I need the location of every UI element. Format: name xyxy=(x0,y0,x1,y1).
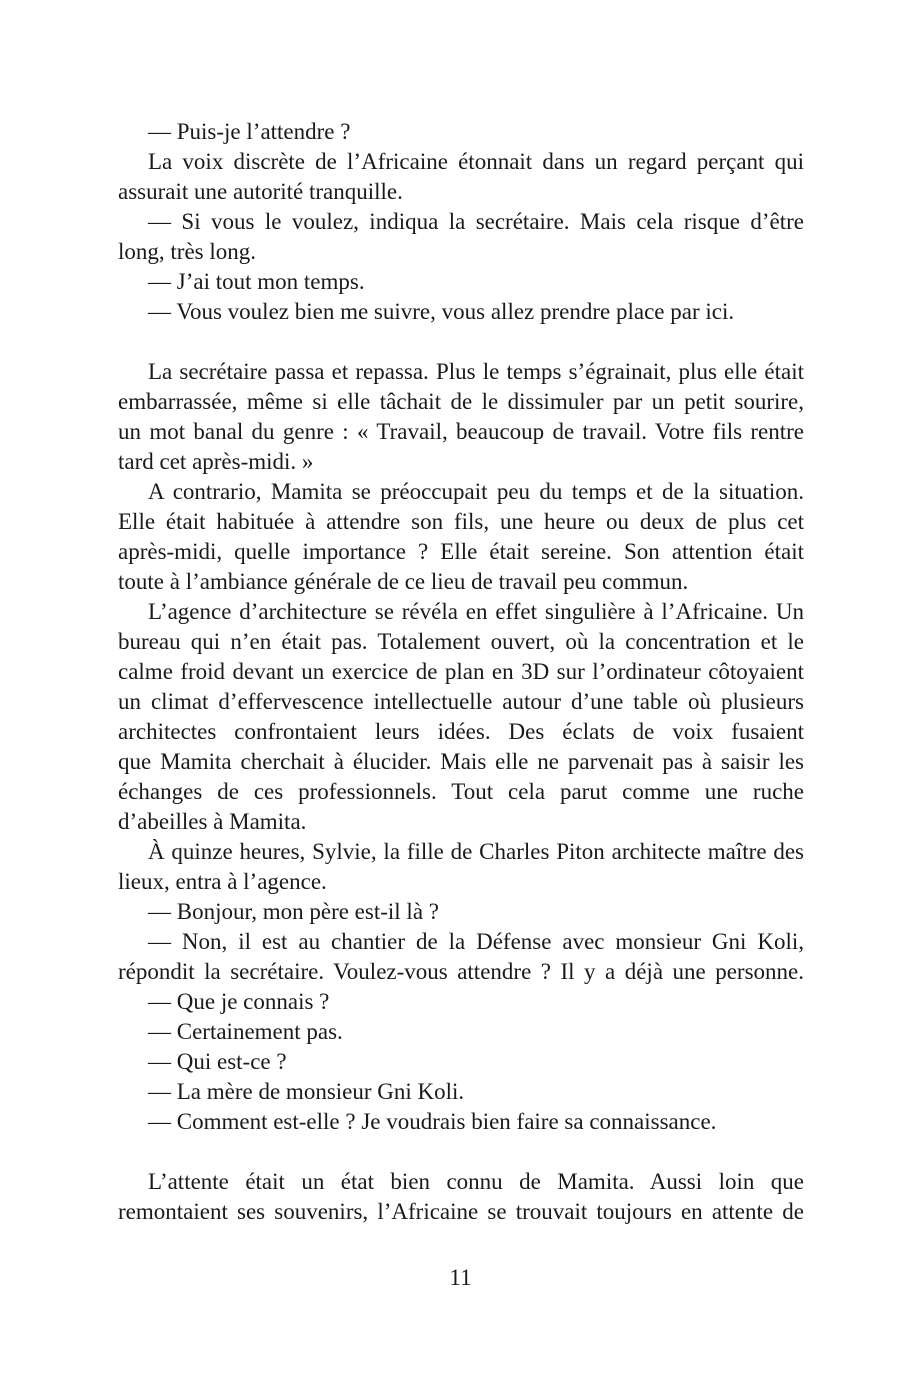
text-line: À quinze heures, Sylvie, la fille de Charles Piton architecte maître des xyxy=(148,839,804,864)
text-line: calme froid devant un exercice de plan en 3D sur l’ordinateur côtoyaient xyxy=(118,659,804,684)
text-line: après-midi, quelle importance ? Elle était sereine. Son attention était xyxy=(118,539,804,564)
text-line: — Puis-je l’attendre ? xyxy=(148,119,351,144)
text-line: A contrario, Mamita se préoccupait peu du temps et de la situation. xyxy=(148,479,804,504)
text-line: — Si vous le voulez, indiqua la secrétaire. Mais cela risque d’être xyxy=(148,209,804,234)
text-line: La secrétaire passa et repassa. Plus le temps s’égrainait, plus elle était xyxy=(148,359,804,384)
text-line: bureau qui n’en était pas. Totalement ouvert, où la concentration et le xyxy=(118,629,804,654)
text-line: — Que je connais ? xyxy=(148,989,330,1014)
text-line: un climat d’effervescence intellectuelle autour d’une table où plusieurs xyxy=(118,689,804,714)
text-line: — Bonjour, mon père est-il là ? xyxy=(148,899,439,924)
text-line: assurait une autorité tranquille. xyxy=(118,179,403,204)
text-line: L’agence d’architecture se révéla en effet singulière à l’Africaine. Un xyxy=(148,599,804,624)
text-line: — Comment est-elle ? Je voudrais bien faire sa connaissance. xyxy=(148,1109,717,1134)
text-line: L’attente était un état bien connu de Mamita. Aussi loin que xyxy=(148,1169,804,1194)
text-line: La voix discrète de l’Africaine étonnait dans un regard perçant qui xyxy=(148,149,804,174)
text-line: long, très long. xyxy=(118,239,256,264)
text-line: que Mamita cherchait à élucider. Mais elle ne parvenait pas à saisir les xyxy=(118,749,804,774)
text-line: Elle était habituée à attendre son fils, une heure ou deux de plus cet xyxy=(118,509,804,534)
text-line: un mot banal du genre : « Travail, beaucoup de travail. Votre fils rentre xyxy=(118,419,804,444)
text-line: — Vous voulez bien me suivre, vous allez prendre place par ici. xyxy=(148,299,735,324)
text-line: — J’ai tout mon temps. xyxy=(148,269,365,294)
text-line: architectes confrontaient leurs idées. Des éclats de voix fusaient xyxy=(118,719,804,744)
text-line: — Certainement pas. xyxy=(148,1019,343,1044)
text-line: remontaient ses souvenirs, l’Africaine se trouvait toujours en attente de xyxy=(118,1199,804,1224)
text-line: — Qui est-ce ? xyxy=(148,1049,287,1074)
text-line: toute à l’ambiance générale de ce lieu de travail peu commun. xyxy=(118,569,689,594)
text-line: embarrassée, même si elle tâchait de le dissimuler par un petit sourire, xyxy=(118,389,804,414)
text-line: répondit la secrétaire. Voulez-vous attendre ? Il y a déjà une personne. xyxy=(118,959,804,984)
text-line: — La mère de monsieur Gni Koli. xyxy=(148,1079,465,1104)
text-line: échanges de ces professionnels. Tout cela parut comme une ruche xyxy=(118,779,804,804)
page-number: 11 xyxy=(449,1265,472,1290)
text-line: — Non, il est au chantier de la Défense avec monsieur Gni Koli, xyxy=(148,929,804,954)
text-line: tard cet après-midi. » xyxy=(118,449,314,474)
text-line: d’abeilles à Mamita. xyxy=(118,809,307,834)
text-line: lieux, entra à l’agence. xyxy=(118,869,327,894)
